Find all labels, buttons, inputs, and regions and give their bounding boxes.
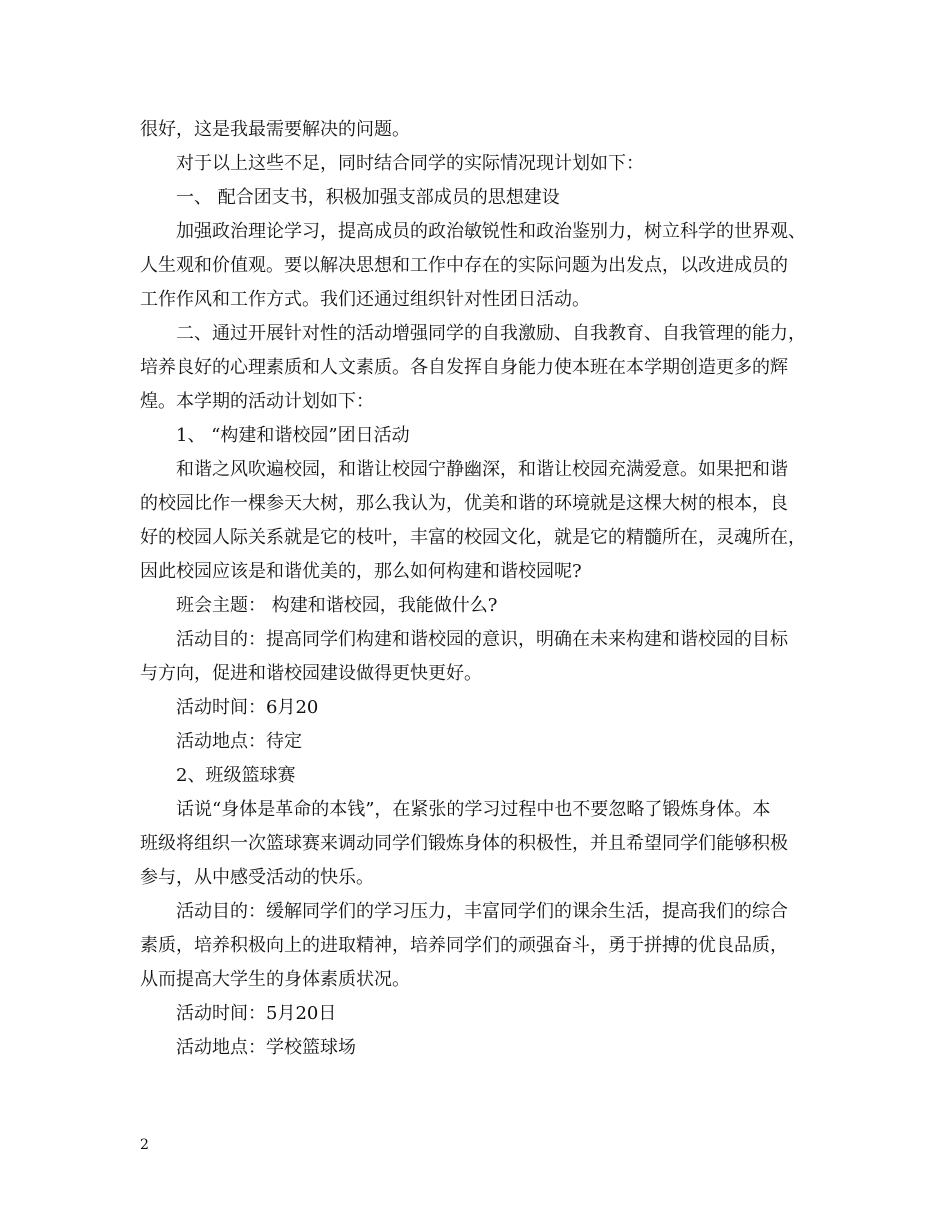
- class-meeting-theme: 班会主题： 构建和谐校园，我能做什么?: [176, 595, 498, 616]
- text-line-17: 与方向，促进和谐校园建设做得更快更好。: [140, 663, 482, 684]
- text-line-1: 很好，这是我最需要解决的问题。: [140, 119, 410, 140]
- text-line-11: 和谐之风吹遍校园，和谐让校园宁静幽深，和谐让校园充满爱意。如果把和谐: [176, 459, 788, 480]
- activity-location-2: 活动地点：学校篮球场: [176, 1037, 356, 1058]
- section-heading-1: 一、 配合团支书，积极加强支部成员的思想建设: [176, 187, 560, 208]
- text-line-6: 工作作风和工作方式。我们还通过组织针对性团日活动。: [140, 289, 590, 310]
- activity-location-1: 活动地点：待定: [176, 731, 302, 752]
- text-line-5: 人生观和价值观。要以解决思想和工作中存在的实际问题为出发点，以改进成员的: [140, 255, 788, 276]
- text-line-13: 好的校园人际关系就是它的枝叶，丰富的校园文化，就是它的精髓所在，灵魂所在，: [140, 527, 806, 548]
- text-line-26: 从而提高大学生的身体素质状况。: [140, 969, 410, 990]
- text-line-12: 的校园比作一棵参天大树，那么我认为，优美和谐的环境就是这棵大树的根本，良: [140, 493, 788, 514]
- text-line-4: 加强政治理论学习，提高成员的政治敏锐性和政治鉴别力，树立科学的世界观、: [176, 221, 806, 242]
- text-line-25: 素质，培养积极向上的进取精神，培养同学们的顽强奋斗，勇于拼搏的优良品质，: [140, 935, 788, 956]
- text-line-8: 培养良好的心理素质和人文素质。各自发挥自身能力使本班在本学期创造更多的辉: [140, 357, 788, 378]
- activity-time-1: 活动时间：6月20: [176, 697, 319, 718]
- text-line-21: 话说“身体是革命的本钱”，在紧张的学习过程中也不要忽略了锻炼身体。本: [176, 799, 771, 820]
- activity-purpose-1: 活动目的：提高同学们构建和谐校园的意识，明确在未来构建和谐校园的目标: [176, 629, 788, 650]
- activity-heading-2: 2、班级篮球赛: [176, 765, 296, 786]
- page-number: 2: [140, 1137, 149, 1153]
- text-line-2: 对于以上这些不足，同时结合同学的实际情况现计划如下：: [176, 153, 644, 174]
- activity-time-2: 活动时间：5月20日: [176, 1003, 337, 1024]
- activity-heading-1: 1、 “构建和谐校园”团日活动: [176, 425, 410, 446]
- text-line-14: 因此校园应该是和谐优美的，那么如何构建和谐校园呢?: [140, 561, 582, 582]
- text-line-23: 参与，从中感受活动的快乐。: [140, 867, 374, 888]
- text-line-9: 煌。本学期的活动计划如下：: [140, 391, 374, 412]
- section-heading-2: 二、通过开展针对性的活动增强同学的自我激励、自我教育、自我管理的能力，: [176, 323, 806, 344]
- activity-purpose-2: 活动目的：缓解同学们的学习压力，丰富同学们的课余生活，提高我们的综合: [176, 901, 788, 922]
- text-line-22: 班级将组织一次篮球赛来调动同学们锻炼身体的积极性，并且希望同学们能够积极: [140, 833, 788, 854]
